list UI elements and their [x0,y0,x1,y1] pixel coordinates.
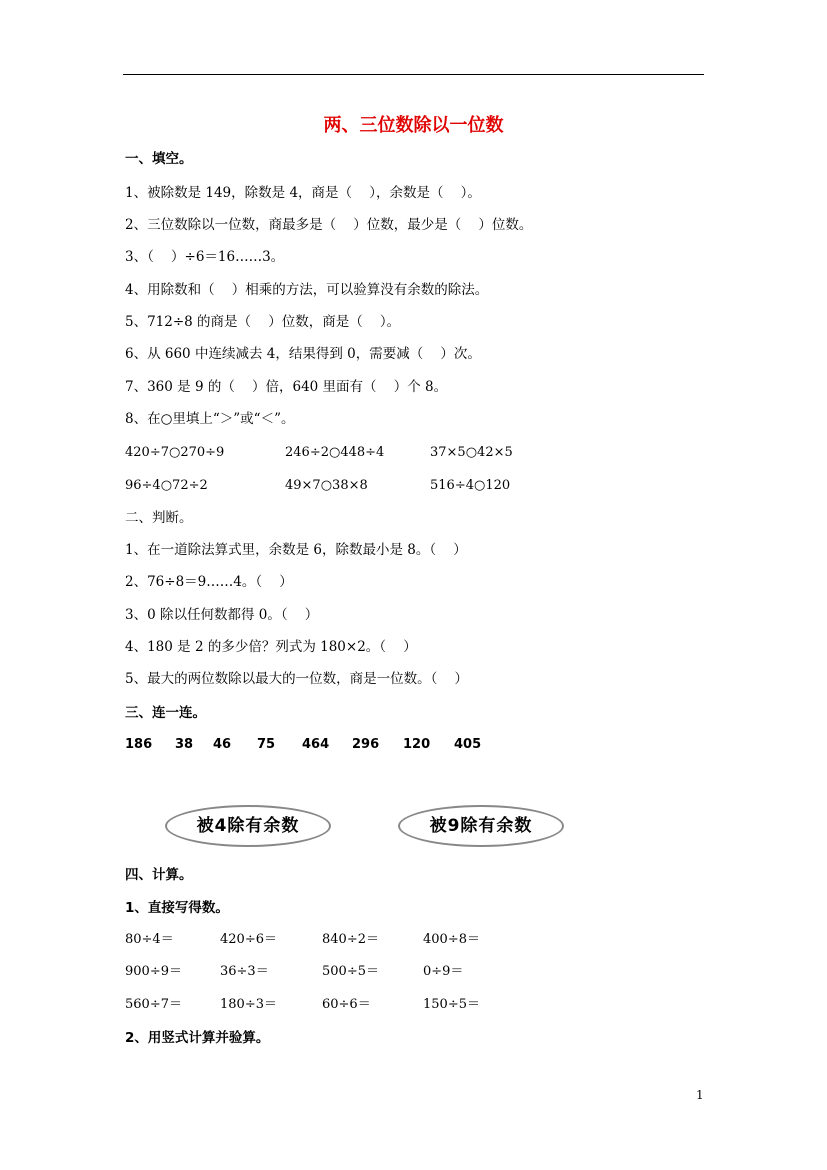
header-rule [123,74,704,75]
oval-text: 被9除有余数 [429,816,533,836]
connect-number: 46 [213,737,232,752]
fill-item-8: 8、在○里填上“＞”或“＜”。 [125,411,295,427]
calc-expression: 0÷9＝ [423,964,464,979]
calc-expression: 400÷8＝ [423,932,480,947]
connect-number: 186 [125,737,153,752]
fill-item-2: 2、三位数除以一位数，商最多是（ ）位数，最少是（ ）位数。 [125,217,533,233]
compare-expression: 516÷4○120 [430,478,511,493]
calc-expression: 840÷2＝ [322,932,379,947]
calc-subheading-vertical: 2、用竖式计算并验算。 [125,1030,270,1046]
calc-expression: 60÷6＝ [322,997,371,1012]
connect-number: 120 [403,737,431,752]
judge-item-5: 5、最大的两位数除以最大的一位数，商是一位数。（ ） [125,671,469,687]
connect-number: 405 [454,737,482,752]
fill-item-1: 1、被除数是 149，除数是 4，商是（ ），余数是（ ）。 [125,185,481,201]
oval-label-divisible-4 [165,805,331,847]
calc-expression: 500÷5＝ [322,964,379,979]
compare-expression: 37×5○42×5 [430,445,513,460]
section-connect-heading: 三、连一连。 [125,705,206,721]
section-judge-heading: 二、判断。 [125,510,193,526]
judge-item-3: 3、0 除以任何数都得 0。（ ） [125,607,319,623]
page-number: 1 [696,1088,704,1102]
connect-number: 75 [257,737,276,752]
judge-item-4: 4、180 是 2 的多少倍？列式为 180×2。（ ） [125,639,417,655]
fill-item-7: 7、360 是 9 的（ ）倍，640 里面有（ ）个 8。 [125,379,448,395]
section-calc-heading: 四、计算。 [125,867,193,883]
connect-number: 38 [175,737,194,752]
judge-item-1: 1、在一道除法算式里，余数是 6，除数最小是 8。（ ） [125,542,467,558]
calc-expression: 180÷3＝ [220,997,277,1012]
calc-expression: 150÷5＝ [423,997,480,1012]
calc-expression: 900÷9＝ [125,964,182,979]
compare-expression: 49×7○38×8 [285,478,368,493]
calc-subheading-direct: 1、直接写得数。 [125,900,229,916]
fill-item-6: 6、从 660 中连续减去 4，结果得到 0，需要减（ ）次。 [125,346,481,362]
connect-number: 464 [302,737,330,752]
fill-item-4: 4、用除数和（ ）相乘的方法，可以验算没有余数的除法。 [125,282,489,298]
fill-item-5: 5、712÷8 的商是（ ）位数，商是（ ）。 [125,314,401,330]
compare-expression: 96÷4○72÷2 [125,478,208,493]
calc-expression: 80÷4＝ [125,932,174,947]
compare-expression: 420÷7○270÷9 [125,445,225,460]
section-fill-heading: 一、填空。 [125,151,193,167]
calc-expression: 560÷7＝ [125,997,182,1012]
connect-number: 296 [352,737,380,752]
compare-expression: 246÷2○448÷4 [285,445,385,460]
judge-item-2: 2、76÷8＝9……4。（ ） [125,574,293,590]
oval-text: 被4除有余数 [196,816,300,836]
oval-label-divisible-9 [398,805,564,847]
calc-expression: 420÷6＝ [220,932,277,947]
calc-expression: 36÷3＝ [220,964,269,979]
fill-item-3: 3、（ ）÷6＝16……3。 [125,249,285,265]
page-title: 两、三位数除以一位数 [323,115,504,136]
